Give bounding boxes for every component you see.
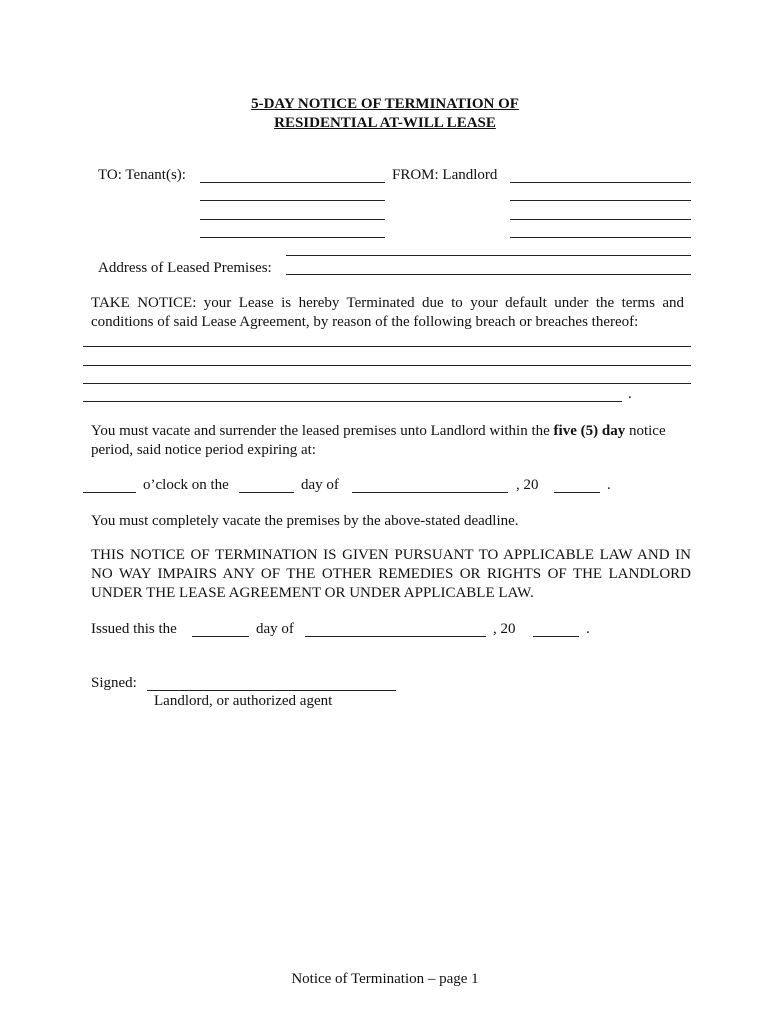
breach-line-3[interactable] [83, 383, 691, 384]
address-line-1[interactable] [286, 255, 691, 256]
vacate-paragraph [91, 422, 687, 460]
expiry-hour-field[interactable] [83, 492, 136, 493]
from-landlord-label: FROM: Landlord [392, 167, 498, 183]
expiry-month-field[interactable] [352, 492, 508, 493]
expiry-period: . [607, 477, 611, 493]
vacate-bold-period: five (5) day [553, 423, 626, 439]
page-footer: Notice of Termination – page 1 [291, 971, 479, 987]
expiry-day-of-label: day of [301, 477, 339, 493]
expiry-year-prefix: , 20 [516, 477, 539, 493]
breach-period: . [628, 386, 632, 402]
expiry-year-field[interactable] [554, 492, 600, 493]
oclock-label: o’clock on the [143, 477, 229, 493]
landlord-name-line-3[interactable] [510, 219, 691, 220]
issued-year-field[interactable] [533, 636, 579, 637]
address-label: Address of Leased Premises: [98, 260, 272, 276]
legal-notice-paragraph: THIS NOTICE OF TERMINATION IS GIVEN PURSUANT TO APPLICABLE LAW AND IN NO WAY IMPAIRS ANY OF THE OTHER REMEDIES OR RIGHTS OF THE LANDLORD UNDER THE LEASE AGREEMENT OR UNDER APPLICABLE LAW. [91, 547, 691, 601]
vacate-text-after: notice period, said notice period expiring at: [91, 423, 666, 458]
breach-line-4[interactable] [83, 401, 622, 402]
issued-year-prefix: , 20 [493, 621, 516, 637]
issued-label: Issued this the [91, 621, 177, 637]
issued-period: . [586, 621, 590, 637]
issued-day-of-label: day of [256, 621, 294, 637]
signature-caption: Landlord, or authorized agent [154, 693, 333, 709]
completely-vacate-text: You must completely vacate the premises by the above-stated deadline. [91, 513, 519, 529]
expiry-day-field[interactable] [239, 492, 294, 493]
address-line-2[interactable] [286, 274, 691, 275]
tenant-name-line-3[interactable] [200, 219, 385, 220]
tenant-name-line-4[interactable] [200, 237, 385, 238]
vacate-text-before: You must vacate and surrender the leased premises unto Landlord within the [91, 423, 554, 439]
take-notice-paragraph: TAKE NOTICE: your Lease is hereby Terminated due to your default under the terms and conditions of said Lease Agreement, by reason of the following breach or breaches thereof: [91, 295, 684, 330]
tenant-name-line-1[interactable] [200, 182, 385, 183]
signature-line[interactable] [147, 690, 396, 691]
landlord-name-line-4[interactable] [510, 237, 691, 238]
issued-month-field[interactable] [305, 636, 486, 637]
issued-day-field[interactable] [192, 636, 249, 637]
tenant-name-line-2[interactable] [200, 200, 385, 201]
landlord-name-line-2[interactable] [510, 200, 691, 201]
breach-line-1[interactable] [83, 346, 691, 347]
document-title-line-2: RESIDENTIAL AT-WILL LEASE [274, 115, 496, 131]
document-title-line-1: 5-DAY NOTICE OF TERMINATION OF [251, 96, 519, 112]
signed-label: Signed: [91, 675, 137, 691]
breach-line-2[interactable] [83, 365, 691, 366]
landlord-name-line-1[interactable] [510, 182, 691, 183]
to-tenants-label: TO: Tenant(s): [98, 167, 186, 183]
